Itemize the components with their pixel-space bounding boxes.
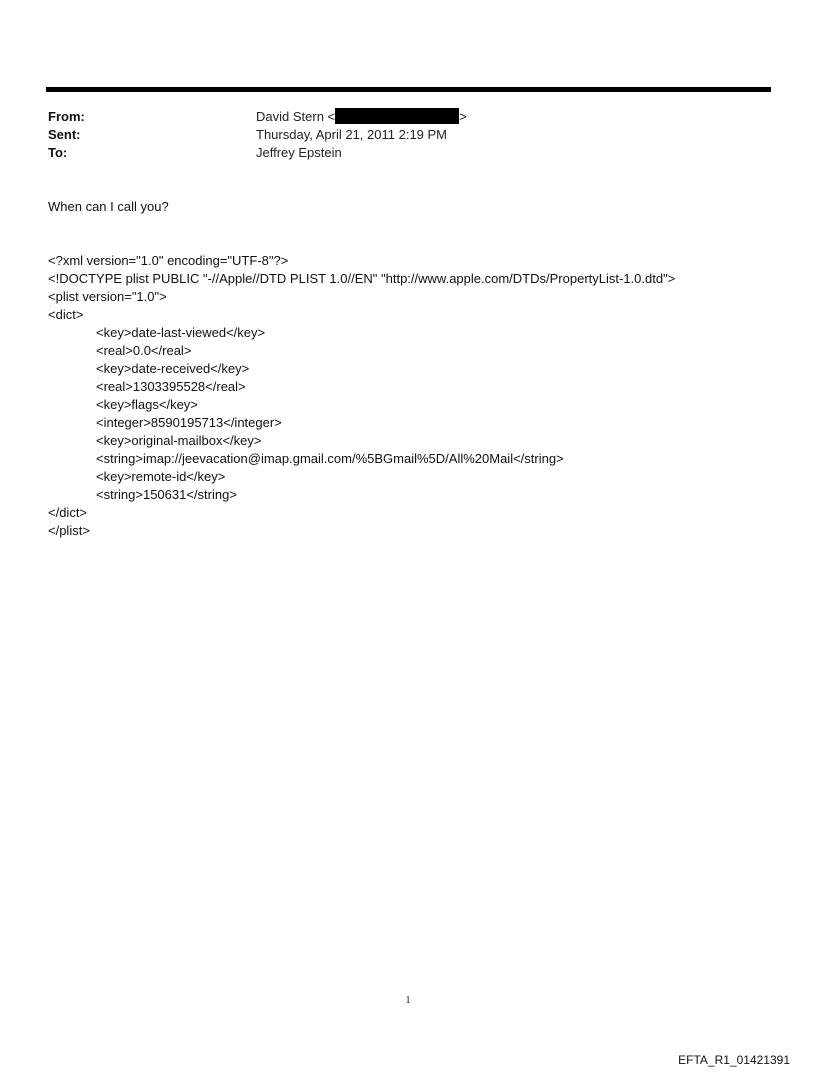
header-divider — [46, 87, 771, 92]
xml-plist-block — [48, 252, 675, 540]
xml-line: </dict> — [48, 505, 88, 520]
to-label: To: — [48, 145, 68, 160]
xml-line: <?xml version="1.0" encoding="UTF-8"?> — [48, 253, 289, 268]
sent-label: Sent: — [48, 127, 81, 142]
xml-line: <dict> — [48, 307, 84, 322]
xml-line: <string>150631</string> — [96, 487, 237, 502]
xml-line: <string>imap://jeevacation@imap.gmail.com/%5BGmail%5D/All%20Mail</string> — [96, 451, 564, 466]
redaction-box — [335, 108, 459, 124]
xml-line: <plist version="1.0"> — [48, 289, 167, 304]
xml-line: <real>0.0</real> — [96, 343, 192, 358]
xml-line: <key>flags</key> — [96, 397, 198, 412]
from-name: David Stern < — [256, 109, 336, 124]
from-value — [256, 108, 467, 126]
xml-line: <integer>8590195713</integer> — [96, 415, 282, 430]
xml-line: <key>date-received</key> — [96, 361, 250, 376]
xml-line: <!DOCTYPE plist PUBLIC "-//Apple//DTD PLIST 1.0//EN" "http://www.apple.com/DTDs/PropertyList-1.0.dtd"> — [48, 271, 676, 286]
xml-line: <key>remote-id</key> — [96, 469, 226, 484]
message-body: When can I call you? — [48, 199, 169, 214]
xml-line: <key>original-mailbox</key> — [96, 433, 262, 448]
document-id: EFTA_R1_01421391 — [678, 1053, 790, 1067]
from-label: From: — [48, 109, 85, 124]
from-suffix: > — [459, 109, 467, 124]
sent-value: Thursday, April 21, 2011 2:19 PM — [256, 127, 448, 142]
to-value: Jeffrey Epstein — [256, 145, 342, 160]
xml-line: <real>1303395528</real> — [96, 379, 246, 394]
xml-line: </plist> — [48, 523, 90, 538]
xml-line: <key>date-last-viewed</key> — [96, 325, 266, 340]
page-number: 1 — [405, 995, 411, 1006]
